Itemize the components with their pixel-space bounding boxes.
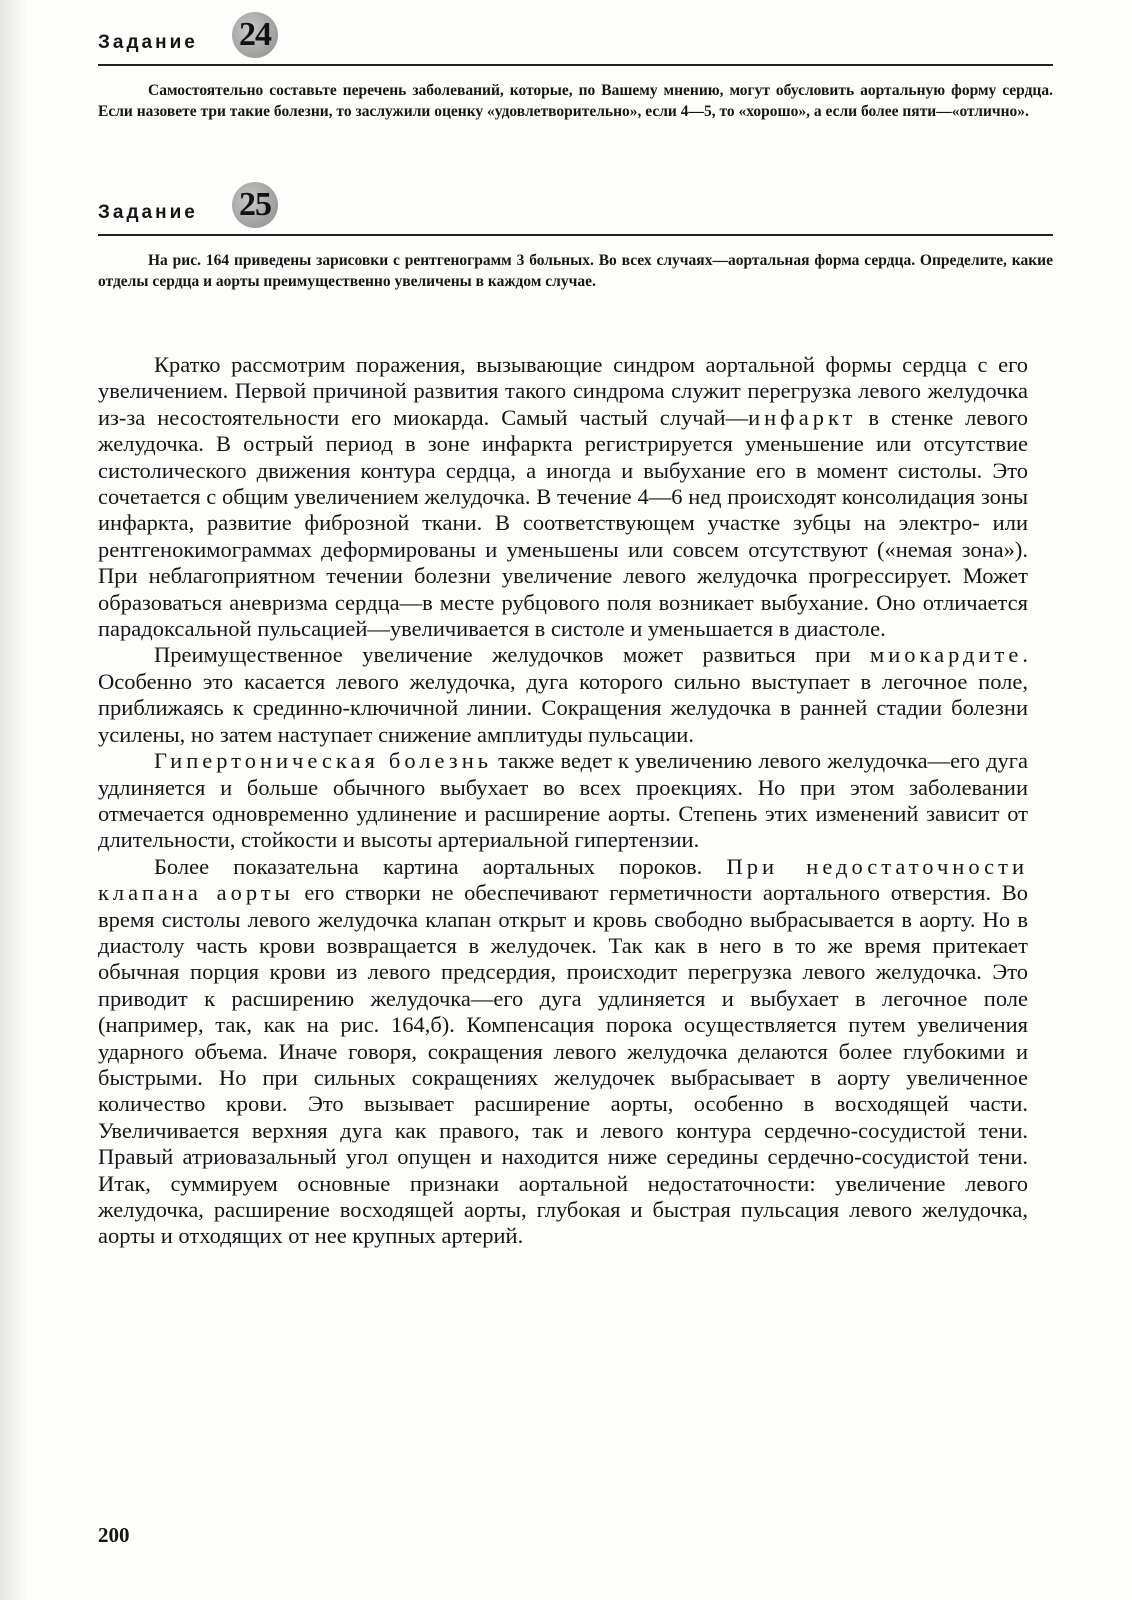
page-edge-shadow xyxy=(0,0,28,1600)
term-infarct: инфаркт xyxy=(748,404,857,430)
task-24-title: Задание xyxy=(98,32,198,53)
task-25-header xyxy=(98,188,1053,232)
task-25-number: 25 xyxy=(239,186,271,223)
task-24-text: Самостоятельно составьте перечень заболеваний, которые, по Вашему мнению, могут обусловить аортальную форму сердца. Если назовете три такие болезни, то заслужили оценку «удовлетворительно», если 4—5, то «хорошо», а если более пяти—«отлично». xyxy=(98,82,1053,120)
task-24-number: 24 xyxy=(239,16,271,53)
paragraph-infarct-body: в стенке левого желудочка. В острый период в зоне инфаркта регистрируется уменьшение или отсутствие систолического движения контура сердца, а иногда и выбухание его в момент систолы. Это сочетается с общим увеличением желудочка. В течение 4—6 нед происходят консолидация зоны инфаркта, развитие фиброзной ткани. В соответствующем участке зубцы на электро- или рентгенокимограммах деформированы и уменьшены или совсем отсутствуют («немая зона»). При неблагоприятном течении болезни увеличение левого желудочка прогрессирует. Может образоваться аневризма сердца—в месте рубцового поля возникает выбухание. Оно отличается парадоксальной пульсацией—увеличивается в систоле и уменьшается в диастоле. xyxy=(98,404,1028,642)
task-25-title: Задание xyxy=(98,202,198,223)
task-24-block xyxy=(98,18,1053,122)
term-myocarditis: миокардите xyxy=(870,642,1023,668)
paragraph-hypertension xyxy=(98,748,1028,854)
task-25-block xyxy=(98,188,1053,292)
main-text xyxy=(98,352,1028,1250)
task-25-number-badge xyxy=(232,182,278,228)
task-24-header xyxy=(98,18,1053,62)
term-hypertension: Гипертоническая болезнь xyxy=(154,748,492,774)
paragraph-hypertension-body: также ведет к увеличению левого желудочка—его дуга удлиняется и больше обычного выбухает во всех проекциях. Но при этом заболевании отмечается одновременно удлинение и расширение аорты. Степень этих изменений зависит от длительности, стойкости и высоты артериальной гипертензии. xyxy=(98,748,1028,853)
paragraph-myocarditis xyxy=(98,642,1028,748)
task-25-rule xyxy=(98,234,1053,236)
task-24-rule xyxy=(98,64,1053,66)
paragraph-aortic-insufficiency xyxy=(98,854,1028,1250)
page-number: 200 xyxy=(98,1523,130,1547)
paragraph-aortic-intro: Более показательна картина аортальных пороков. xyxy=(154,853,727,879)
paragraph-infarct-intro: Кратко рассмотрим поражения, вызывающие синдром аортальной формы сердца с его увеличением. Первой причиной развития такого синдрома служит перегрузка левого желудочка из-за несостоятельности его миокарда. Самый частый случай— xyxy=(98,352,1028,430)
paragraph-myocarditis-intro: Преимущественное увеличение желудочков может развиться при xyxy=(154,642,870,668)
task-25-text: На рис. 164 приведены зарисовки с рентгенограмм 3 больных. Во всех случаях—аортальная форма сердца. Определите, какие отделы сердца и аорты преимущественно увеличены в каждом случае. xyxy=(98,252,1053,290)
paragraph-infarct xyxy=(98,352,1028,642)
paragraph-myocarditis-body: . Особенно это касается левого желудочка, дуга которого сильно выступает в легочное поле, приближаясь к срединно-ключичной линии. Сокращения желудочка в ранней стадии болезни усилены, но затем наступает снижение амплитуды пульсации. xyxy=(98,642,1028,747)
task-24-number-badge xyxy=(232,12,278,58)
paragraph-aortic-body: его створки не обеспечивают герметичности аортального отверстия. Во время систолы левого желудочка клапан открыт и кровь свободно выбрасывается в аорту. Но в диастолу часть крови возвращается в желудочек. Так как в него в то же время притекает обычная порция крови из левого предсердия, происходит перегрузка левого желудочка. Это приводит к расширению желудочка—его дуга удлиняется и выбухает в легочное поле (например, так, как на рис. 164,б). Компенсация порока осуществляется путем увеличения ударного объема. Иначе говоря, сокращения левого желудочка делаются более глубокими и быстрыми. Но при сильных сокращениях желудочек выбрасывает в аорту увеличенное количество крови. Это вызывает расширение аорты, особенно в восходящей части. Увеличивается верхняя дуга как правого, так и левого контура сердечно-сосудистой тени. Правый атриовазальный угол опущен и находится ниже середины сердечно-сосудистой тени. Итак, суммируем основные признаки аортальной недостаточности: увеличение левого желудочка, расширение восходящей аорты, глубокая и быстрая пульсация левого желудочка, аорты и отходящих от нее крупных артерий. xyxy=(98,880,1029,1249)
term-aortic-insufficiency: При недостаточности клапана аорты xyxy=(98,853,1029,906)
